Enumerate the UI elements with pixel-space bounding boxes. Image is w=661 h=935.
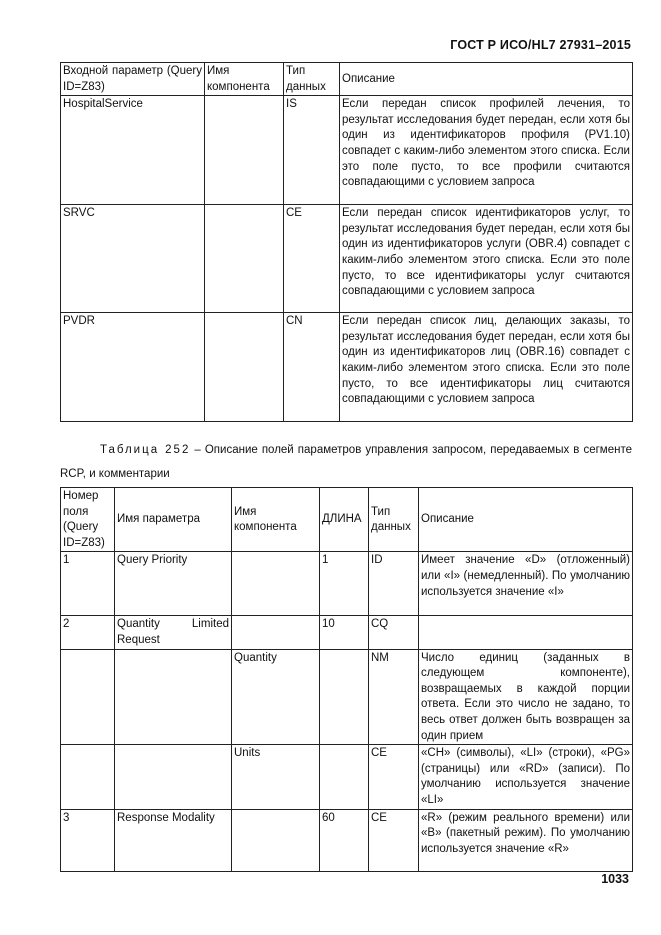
- table-caption-text: – Описание полей параметров управления запросом, передаваемых в сегменте RCP, и комментарии: [60, 444, 632, 480]
- type-cell: CQ: [369, 616, 419, 649]
- field-number-cell: [61, 745, 115, 809]
- header-description: Описание: [340, 63, 633, 96]
- field-number-cell: 2: [61, 616, 115, 649]
- header-input-parameter: Входной параметр (Query ID=Z83): [61, 63, 205, 96]
- component-cell: [232, 552, 320, 616]
- length-cell: [320, 745, 369, 809]
- parameter-name-cell: Quantity Limited Request: [115, 616, 232, 649]
- component-cell: [232, 809, 320, 871]
- description-cell: Число единиц (заданных в следующем компоненте), возвращаемых в каждой порции ответа. Если это число не задано, то весь ответ должен быть возвращен за один прием: [419, 649, 633, 745]
- rcp-parameters-table: [60, 487, 633, 872]
- description-cell: Если передан список идентификаторов услуг, то результат исследования будет передан, если хотя бы один из идентификаторов услуги (OBR.4) совпадет с каким-либо элементом этого списка. Если это поле пусто, то все идентификаторы услуг считаются совпадающими с условием запроса: [340, 205, 633, 313]
- type-cell: CE: [369, 809, 419, 871]
- component-cell: [205, 205, 284, 313]
- component-cell: [205, 96, 284, 205]
- table-row: [61, 745, 633, 809]
- length-cell: 10: [320, 616, 369, 649]
- field-number-cell: [61, 649, 115, 745]
- page-number: 1033: [601, 872, 629, 886]
- header-parameter-name: Имя параметра: [115, 488, 232, 552]
- table-row: [61, 205, 633, 313]
- length-cell: 1: [320, 552, 369, 616]
- type-cell: ID: [369, 552, 419, 616]
- type-cell: CE: [284, 205, 340, 313]
- header-component-name: Имя компонента: [232, 488, 320, 552]
- description-cell: [419, 616, 633, 649]
- length-cell: [320, 649, 369, 745]
- type-cell: CN: [284, 313, 340, 422]
- table-row: [61, 96, 633, 205]
- type-cell: IS: [284, 96, 340, 205]
- component-cell: Quantity: [232, 649, 320, 745]
- table-header-row: [61, 63, 633, 96]
- param-cell: HospitalService: [61, 96, 205, 205]
- table-row: [61, 809, 633, 871]
- component-cell: Units: [232, 745, 320, 809]
- parameter-name-cell: Response Modality: [115, 809, 232, 871]
- description-cell: «R» (режим реального времени) или «B» (пакетный режим). По умолчанию используется значение «R»: [419, 809, 633, 871]
- table-header-row: [61, 488, 633, 552]
- type-cell: CE: [369, 745, 419, 809]
- header-data-type: Тип данных: [369, 488, 419, 552]
- description-cell: Имеет значение «D» (отложенный) или «I» (немедленный). По умолчанию используется значение «I»: [419, 552, 633, 616]
- table-caption: [60, 438, 632, 486]
- table-row: [61, 649, 633, 745]
- description-cell: Если передан список лиц, делающих заказы, то результат исследования будет передан, если хотя бы один из идентификаторов лиц (OBR.16) совпадет с каким-либо элементом этого списка. Если это поле пусто, то все идентификаторы лиц считаются совпадающими с условием запроса: [340, 313, 633, 422]
- input-parameters-table: [60, 62, 633, 422]
- table-row: [61, 616, 633, 649]
- header-field-number: Номер поля (Query ID=Z83): [61, 488, 115, 552]
- component-cell: [205, 313, 284, 422]
- description-cell: «CH» (символы), «LI» (строки), «PG» (страницы) или «RD» (записи). По умолчанию используется значение «LI»: [419, 745, 633, 809]
- param-cell: SRVC: [61, 205, 205, 313]
- parameter-name-cell: [115, 649, 232, 745]
- parameter-name-cell: Query Priority: [115, 552, 232, 616]
- parameter-name-cell: [115, 745, 232, 809]
- table-row: [61, 552, 633, 616]
- description-cell: Если передан список профилей лечения, то результат исследования будет передан, если хотя бы один из идентификаторов профиля (PV1.10) совпадет с каким-либо элементом этого списка. Если это поле пусто, то все профили считаются совпадающими с условием запроса: [340, 96, 633, 205]
- document-code-header: ГОСТ Р ИСО/HL7 27931–2015: [450, 38, 631, 52]
- component-cell: [232, 616, 320, 649]
- table-row: [61, 313, 633, 422]
- header-length: ДЛИНА: [320, 488, 369, 552]
- length-cell: 60: [320, 809, 369, 871]
- field-number-cell: 3: [61, 809, 115, 871]
- table-caption-number: Таблица 252: [100, 444, 191, 456]
- header-description: Описание: [419, 488, 633, 552]
- param-cell: PVDR: [61, 313, 205, 422]
- header-component-name: Имя компонента: [205, 63, 284, 96]
- header-data-type: Тип данных: [284, 63, 340, 96]
- field-number-cell: 1: [61, 552, 115, 616]
- type-cell: NM: [369, 649, 419, 745]
